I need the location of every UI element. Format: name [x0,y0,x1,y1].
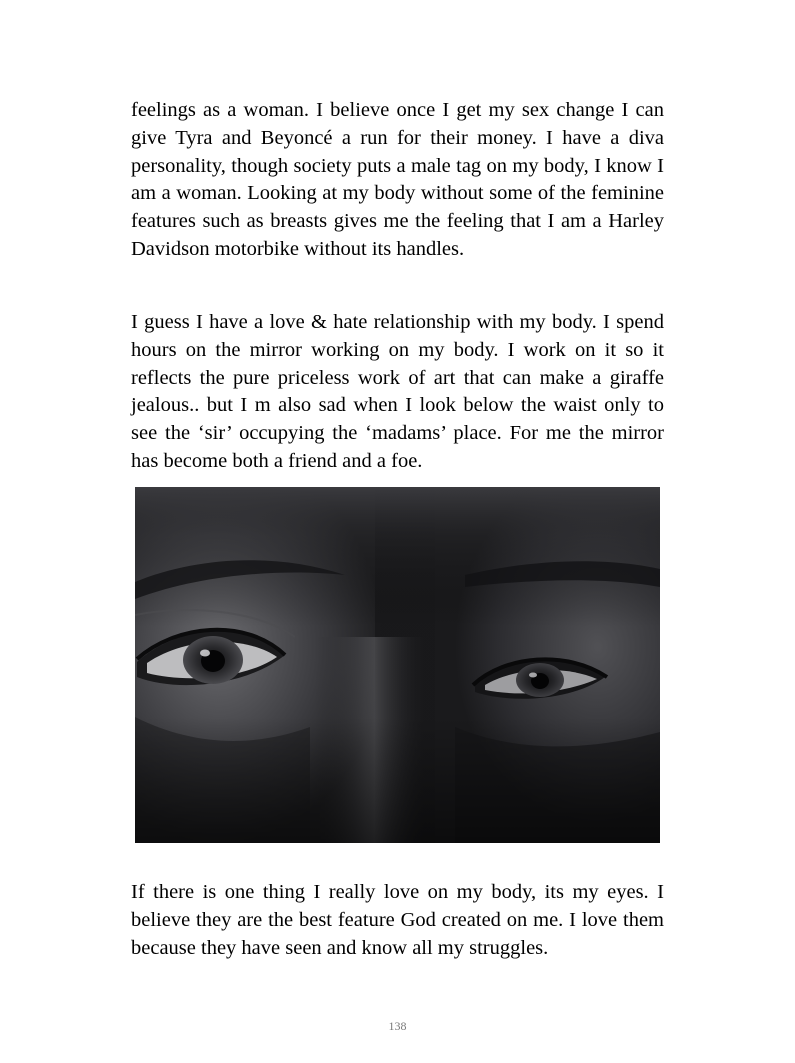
photo-drawing [135,487,660,843]
paragraph-2: I guess I have a love & hate relationship with my body. I spend hours on the mirror working on my body. I work on it so it reflects the pure priceless work of art that can make a giraffe jealous.. but I m also sad when I look below the waist only to see the ‘sir’ occupying the ‘madams’ place. For me the mirror has become both a friend and a foe. [131,311,664,472]
paragraph-3: If there is one thing I really love on my body, its my eyes. I believe they are the best feature God created on me. I love them because they have seen and know all my struggles. [131,881,664,959]
eyes-closeup-photo [135,487,660,843]
page-number: 138 [388,1019,407,1033]
paragraph-1: feelings as a woman. I believe once I get my sex change I can give Tyra and Beyoncé a run for their money. I have a diva personality, though society puts a male tag on my body, I know I am a woman. Looking at my body without some of the feminine features such as breasts gives me the feeling that I am a Harley Davidson motorbike without its handles. [131,99,664,260]
